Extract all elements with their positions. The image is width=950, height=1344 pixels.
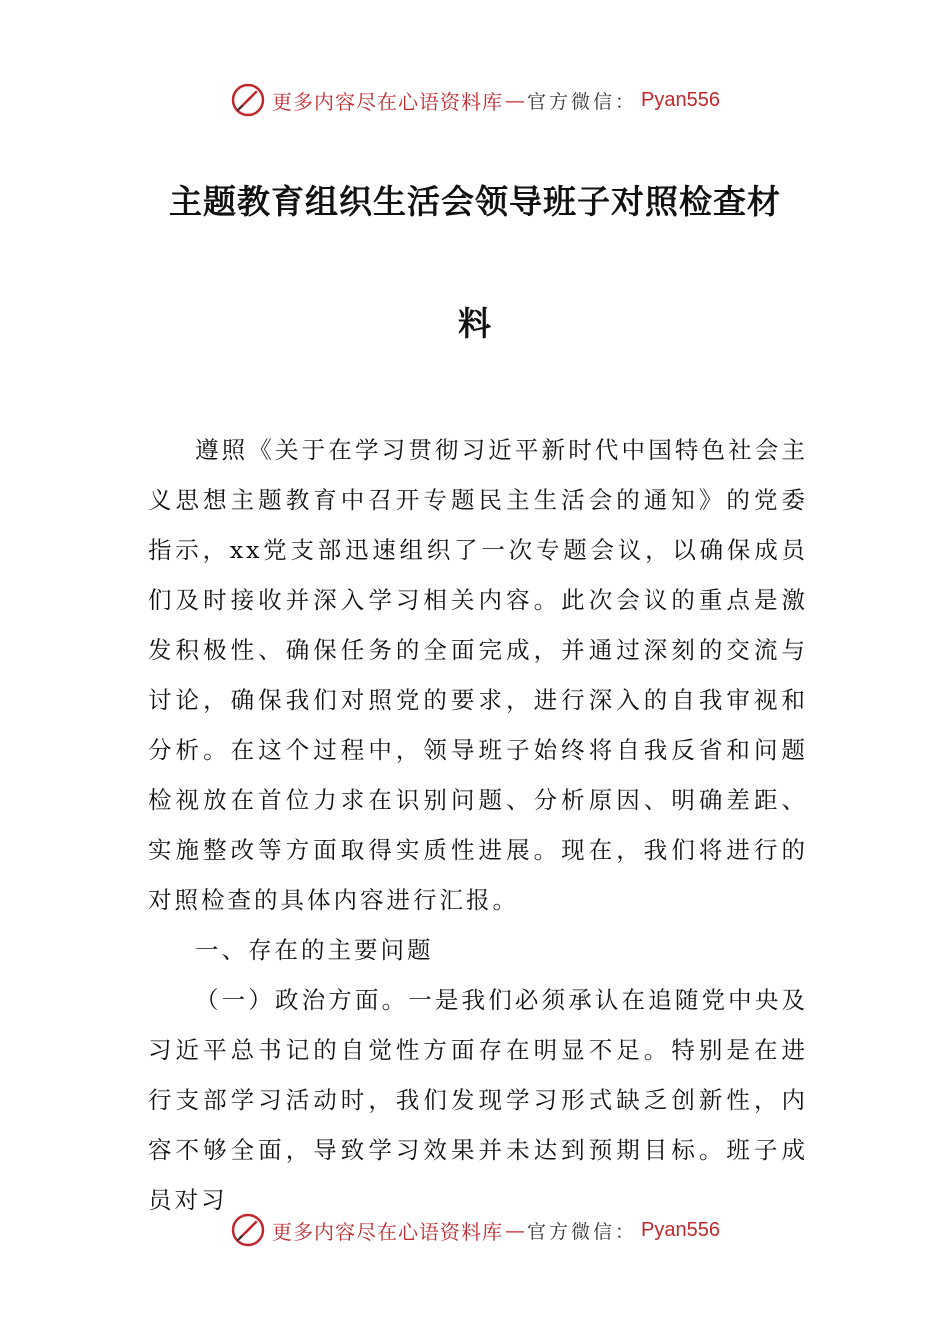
paragraph-intro: 遵照《关于在学习贯彻习近平新时代中国特色社会主义思想主题教育中召开专题民主生活会的通知》的党委指示，xx党支部迅速组织了一次专题会议，以确保成员们及时接收并深入学习相关内容。此次会议的重点是激发积极性、确保任务的全面完成，并通过深刻的交流与讨论，确保我们对照党的要求，进行深入的自我审视和分析。在这个过程中，领导班子始终将自我反省和问题检视放在首位力求在识别问题、分析原因、明确差距、实施整改等方面取得实质性进展。现在，我们将进行的对照检查的具体内容进行汇报。 bbox=[148, 436, 808, 914]
banner-brand-text: 更多内容尽在心语资料库 bbox=[272, 89, 503, 114]
banner-wechat-id: Pyan556 bbox=[641, 88, 720, 111]
banner-dash: — bbox=[505, 1218, 525, 1242]
banner-wechat-id: Pyan556 bbox=[641, 1218, 720, 1241]
paragraph-political: （一）政治方面。一是我们必须承认在追随党中央及习近平总书记的自觉性方面存在明显不足。特别是在进行支部学习活动时，我们发现学习形式缺乏创新性，内容不够全面，导致学习效果并未达到预期目标。班子成员对习 bbox=[148, 986, 808, 1214]
banner-label: 官方微信： bbox=[527, 1220, 638, 1243]
document-title-line-2: 料 bbox=[458, 304, 492, 343]
document-body bbox=[148, 425, 808, 1225]
quill-logo-icon bbox=[230, 1212, 266, 1248]
footer-banner bbox=[0, 1210, 950, 1250]
section-heading-problems: 一、存在的主要问题 bbox=[195, 936, 434, 964]
quill-logo-icon bbox=[230, 82, 266, 118]
banner-brand-text: 更多内容尽在心语资料库 bbox=[272, 1219, 503, 1244]
document-title-line-1: 主题教育组织生活会领导班子对照检查材 bbox=[169, 182, 781, 221]
banner-dash: — bbox=[505, 88, 525, 112]
banner-label: 官方微信： bbox=[527, 90, 638, 113]
header-banner bbox=[0, 80, 950, 120]
